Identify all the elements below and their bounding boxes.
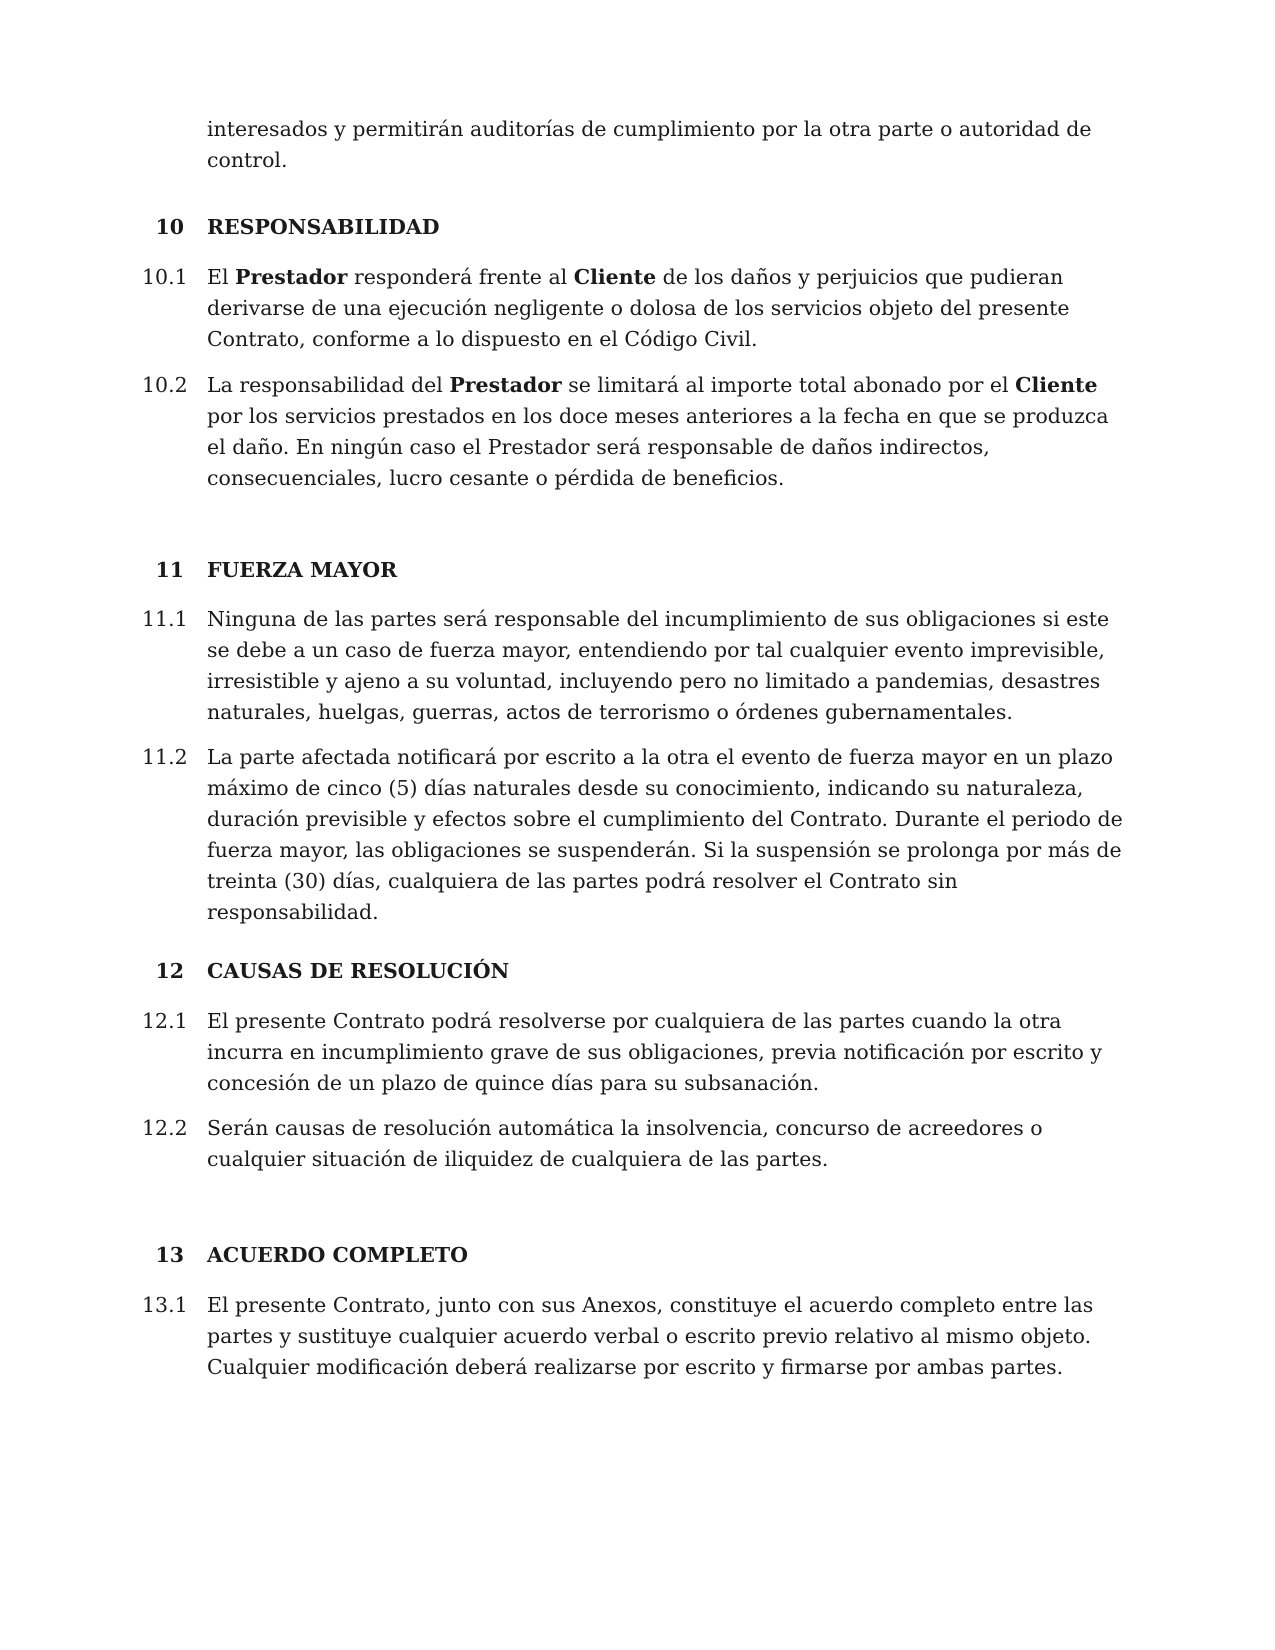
- party-name: Cliente: [573, 265, 657, 289]
- section-heading-10: [0, 212, 1275, 243]
- section-title: CAUSAS DE RESOLUCIÓN: [207, 959, 510, 983]
- clause-number: 12.2: [142, 1116, 188, 1140]
- clause-text: Serán causas de resolución automática la insolvencia, concurso de acreedores o cualquier situación de iliquidez de cualquiera de las partes.: [207, 1116, 1043, 1171]
- section-title: ACUERDO COMPLETO: [207, 1243, 468, 1267]
- clause-text: El Prestador responderá frente al Cliente de los daños y perjuicios que pudieran derivarse de una ejecución negligente o dolosa de los servicios objeto del presente Contrato, conforme a lo dispuesto en el Código Civil.: [207, 265, 1070, 351]
- section-heading-11: [0, 555, 1275, 586]
- section-heading-12: [0, 956, 1275, 987]
- party-name: Prestador: [235, 265, 348, 289]
- section-heading-13: [0, 1240, 1275, 1271]
- clause-number: 12.1: [142, 1009, 188, 1033]
- clause-text: Ninguna de las partes será responsable del incumplimiento de sus obligaciones si este se debe a un caso de fuerza mayor, entendiendo por tal cualquier evento imprevisible, irresistible y ajeno a su voluntad, incluyendo pero no limitado a pandemias, desastres naturales, huelgas, guerras, actos de terrorismo o órdenes gubernamentales.: [207, 607, 1110, 724]
- lead-paragraph: interesados y permitirán auditorías de cumplimiento por la otra parte o autoridad de control.: [207, 117, 1092, 172]
- clause-11-1: [0, 604, 1275, 728]
- clause-text: El presente Contrato podrá resolverse por cualquiera de las partes cuando la otra incurra en incumplimiento grave de sus obligaciones, previa notificación por escrito y concesión de un plazo de quince días para su subsanación.: [207, 1009, 1102, 1095]
- clause-text: El presente Contrato, junto con sus Anexos, constituye el acuerdo completo entre las partes y sustituye cualquier acuerdo verbal o escrito previo relativo al mismo objeto. Cualquier modificación deberá realizarse por escrito y firmarse por ambas partes.: [207, 1293, 1094, 1379]
- clause-number: 11.1: [142, 607, 188, 631]
- clause-text: La parte afectada notificará por escrito a la otra el evento de fuerza mayor en un plazo máximo de cinco (5) días naturales desde su conocimiento, indicando su naturaleza, duración previsible y efectos sobre el cumplimiento del Contrato. Durante el periodo de fuerza mayor, las obligaciones se suspenderán. Si la suspensión se prolonga por más de treinta (30) días, cualquiera de las partes podrá resolver el Contrato sin responsabilidad.: [207, 745, 1123, 924]
- clause-10-2: [0, 370, 1275, 494]
- clause-12-1: [0, 1006, 1275, 1099]
- section-number: 10: [155, 215, 184, 239]
- clause-number: 11.2: [142, 745, 188, 769]
- section-number: 11: [155, 558, 184, 582]
- section-title: RESPONSABILIDAD: [207, 215, 440, 239]
- clause-13-1: [0, 1290, 1275, 1383]
- clause-number: 10.2: [142, 373, 188, 397]
- clause-text: La responsabilidad del Prestador se limitará al importe total abonado por el Cliente por los servicios prestados en los doce meses anteriores a la fecha en que se produzca el daño. En ningún caso el Prestador será responsable de daños indirectos, consecuenciales, lucro cesante o pérdida de beneficios.: [207, 373, 1109, 490]
- clause-12-2: [0, 1113, 1275, 1175]
- party-name: Cliente: [1015, 373, 1098, 397]
- section-number: 12: [155, 959, 184, 983]
- party-name: Prestador: [449, 373, 562, 397]
- clause-10-1: [0, 262, 1275, 355]
- section-title: FUERZA MAYOR: [207, 558, 398, 582]
- clause-number: 10.1: [142, 265, 188, 289]
- clause-number: 13.1: [142, 1293, 188, 1317]
- clause-11-2: [0, 742, 1275, 928]
- section-number: 13: [155, 1243, 184, 1267]
